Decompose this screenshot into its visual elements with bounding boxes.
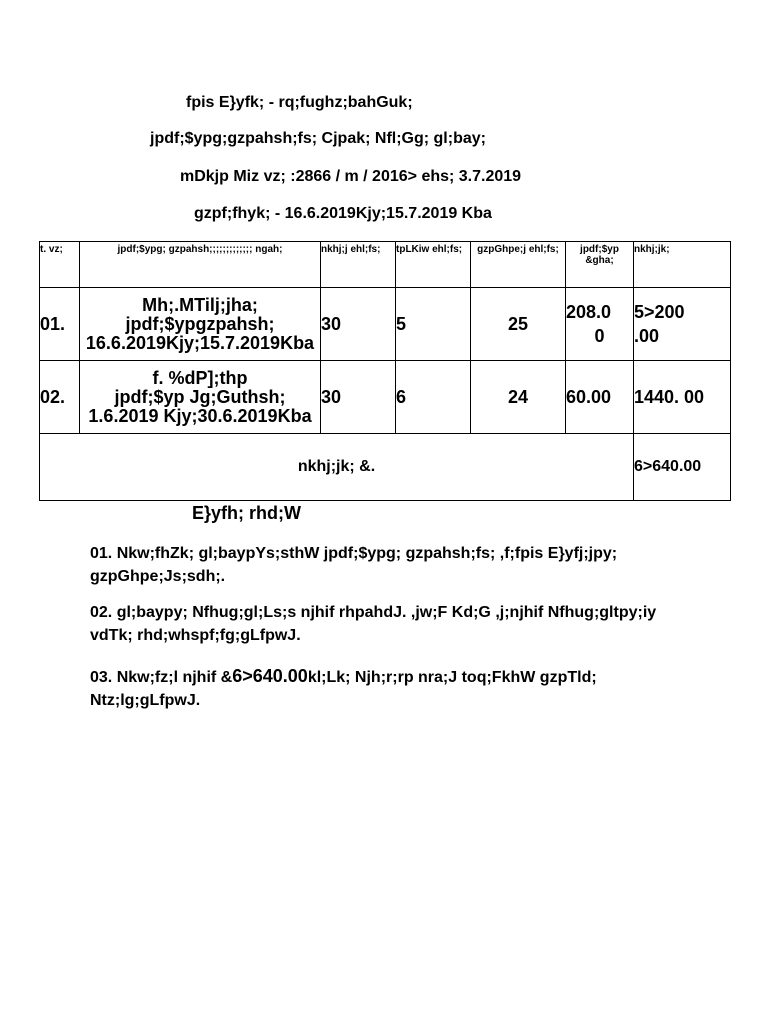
table-row bbox=[40, 361, 731, 434]
header-line-4: gzpf;fhyk; - 16.6.2019Kjy;15.7.2019 Kba bbox=[194, 205, 492, 222]
row-rate bbox=[566, 288, 634, 361]
col-header-desc: jpdf;$ypg; gzpahsh;;;;;;;;;;;;; ngah; bbox=[80, 242, 321, 288]
row-amount-l1: 5>200 bbox=[634, 302, 685, 322]
row-absent: 6 bbox=[396, 361, 471, 434]
total-value: 6>640.00 bbox=[634, 434, 731, 501]
row-sno: 01. bbox=[40, 288, 80, 361]
note-1: 01. Nkw;fhZk; gl;baypYs;sthW jpdf;$ypg; gzpahsh;fs; ,f;fpis E}yfj;jpy; gzpGhpe;Js;sdh;. bbox=[90, 545, 618, 585]
col-header-amount: nkhj;jk; bbox=[634, 242, 731, 288]
row-desc-name: Mh;.MTilj;jha; bbox=[142, 294, 258, 315]
row-present: 25 bbox=[471, 288, 566, 361]
row-rate-l1: 208.0 bbox=[566, 302, 612, 322]
row-rate-l1: 60.00 bbox=[566, 387, 612, 407]
col-header-rate: jpdf;$yp &gha; bbox=[566, 242, 634, 288]
row-desc-name: f. %dP];thp bbox=[152, 367, 248, 388]
row-sno: 02. bbox=[40, 361, 80, 434]
row-days: 30 bbox=[321, 288, 396, 361]
note-3-part-a: 03. Nkw;fz;l njhif & bbox=[90, 669, 233, 686]
row-amount bbox=[634, 288, 731, 361]
col-header-days: nkhj;j ehl;fs; bbox=[321, 242, 396, 288]
table-total-row bbox=[40, 434, 731, 501]
row-days: 30 bbox=[321, 361, 396, 434]
table-row bbox=[40, 288, 731, 361]
col-header-absent: tpLKiw ehl;fs; bbox=[396, 242, 471, 288]
note-3-amount: 6>640.00 bbox=[232, 666, 308, 686]
row-amount bbox=[634, 361, 731, 434]
note-3-part-c: kl;Lk; Njh;r;rp nra;J toq;FkhW gzpTld; Ntz;lg;gLfpwJ. bbox=[90, 669, 597, 709]
row-desc-period: 16.6.2019Kjy;15.7.2019Kba bbox=[85, 332, 315, 353]
row-desc-role: jpdf;$yp Jg;Guthsh; bbox=[114, 386, 286, 407]
col-header-sno: t. vz; bbox=[40, 242, 80, 288]
row-rate-l2: 0 bbox=[594, 326, 605, 346]
row-present: 24 bbox=[471, 361, 566, 434]
row-desc-period: 1.6.2019 Kjy;30.6.2019Kba bbox=[88, 405, 312, 426]
wage-table bbox=[39, 241, 731, 501]
col-header-present: gzpGhpe;j ehl;fs; bbox=[471, 242, 566, 288]
row-desc-role: jpdf;$ypgzpahsh; bbox=[125, 313, 275, 334]
row-desc bbox=[80, 288, 321, 361]
note-3 bbox=[90, 665, 690, 712]
row-desc bbox=[80, 361, 321, 434]
total-label: nkhj;jk; &. bbox=[40, 434, 634, 501]
row-amount-l1: 1440. 00 bbox=[634, 387, 705, 407]
row-rate bbox=[566, 361, 634, 434]
header-line-2: jpdf;$ypg;gzpahsh;fs; Cjpak; Nfl;Gg; gl;bay; bbox=[150, 130, 486, 147]
signature-title: E}yfh; rhd;W bbox=[192, 503, 301, 523]
header-line-3: mDkjp Miz vz; :2866 / m / 2016> ehs; 3.7.2019 bbox=[180, 168, 522, 185]
header-line-1: fpis E}yfk; - rq;fughz;bahGuk; bbox=[186, 94, 413, 111]
row-absent: 5 bbox=[396, 288, 471, 361]
note-2: 02. gl;baypy; Nfhug;gl;Ls;s njhif rhpahdJ. ,jw;F Kd;G ,j;njhif Nfhug;gltpy;iy vdTk; rhd;whspf;fg;gLfpwJ. bbox=[90, 604, 657, 644]
table-header-row bbox=[40, 242, 731, 288]
row-amount-l2: .00 bbox=[634, 326, 660, 346]
